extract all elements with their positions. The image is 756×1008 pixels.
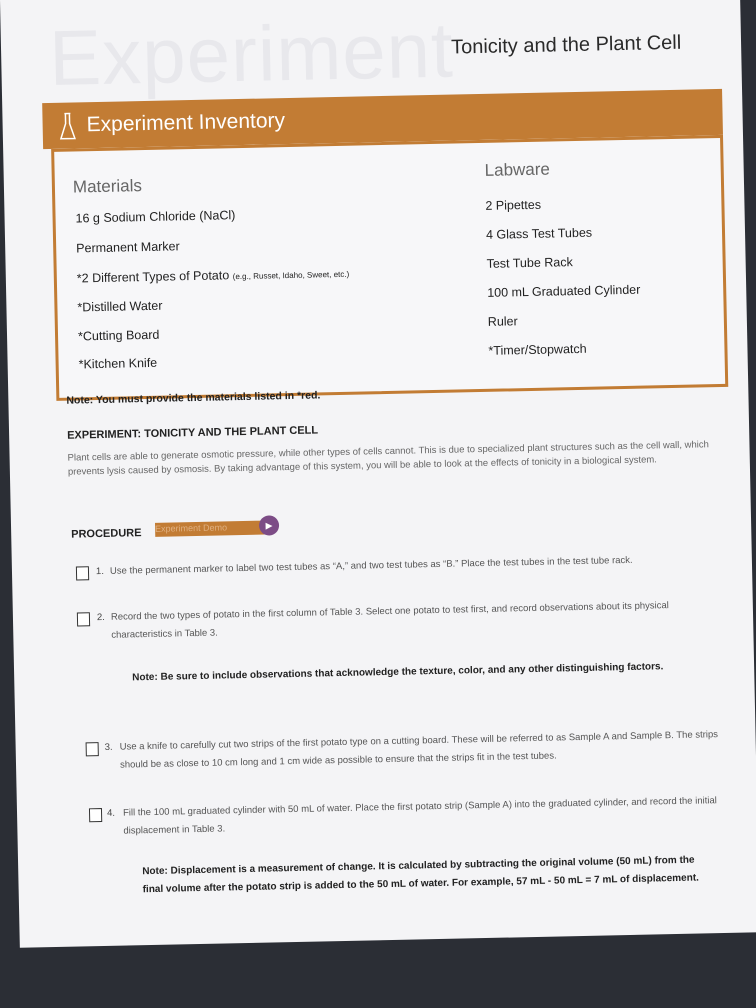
material-item: *Cutting Board — [77, 327, 160, 344]
checkbox[interactable] — [89, 808, 102, 822]
procedure-heading: PROCEDURE — [71, 527, 142, 541]
checkbox[interactable] — [86, 742, 99, 756]
step-text: Use the permanent marker to label two test tubes as “A,” and two test tubes as “B.” Place the test tubes in the test tube rack. — [109, 554, 633, 577]
step-text: Fill the 100 mL graduated cylinder with 50 mL of water. Place the first potato strip (Sample A) into the graduated cylinder, and record the initial displacement in Table 3. — [122, 795, 717, 837]
checkbox[interactable] — [76, 566, 89, 580]
experiment-demo-button[interactable] — [155, 521, 265, 537]
inventory-title: Experiment Inventory — [86, 109, 286, 137]
material-item: 16 g Sodium Chloride (NaCl) — [75, 208, 236, 226]
material-item — [77, 266, 350, 286]
note-observations: Note: Be sure to include observations that acknowledge the texture, color, and any other distinguishing factors. — [132, 661, 664, 684]
labware-item: 2 Pipettes — [485, 197, 542, 213]
document-title: Tonicity and the Plant Cell — [450, 31, 682, 59]
material-item: Permanent Marker — [76, 239, 180, 256]
step-text: Record the two types of potato in the first column of Table 3. Select one potato to test first, and record observations about its physical characteristics in Table 3. — [110, 600, 669, 641]
materials-title: Materials — [72, 176, 143, 197]
step-number: 2. — [96, 611, 106, 624]
labware-item: *Timer/Stopwatch — [488, 341, 587, 358]
inventory-note: Note: You must provide the materials listed in *red. — [66, 389, 321, 407]
material-item: *Distilled Water — [77, 298, 163, 315]
experiment-heading: EXPERIMENT: TONICITY AND THE PLANT CELL — [67, 424, 319, 442]
labware-item: Ruler — [487, 314, 518, 329]
material-label: *2 Different Types of Potato — [76, 268, 230, 286]
note-displacement: Note: Displacement is a measurement of change. It is calculated by subtracting the original volume (50 mL) from the final volume after the potato strip is added to the 50 mL of water. For example, 57 mL - 50 mL = 7 mL of displacement. — [142, 854, 700, 896]
labware-item: 100 mL Graduated Cylinder — [487, 282, 641, 300]
play-arrow-icon[interactable]: ▶ — [259, 515, 279, 535]
labware-item: Test Tube Rack — [486, 255, 573, 271]
demo-label: Experiment Demo — [155, 522, 228, 534]
material-item: *Kitchen Knife — [78, 355, 158, 372]
labware-title: Labware — [484, 159, 551, 180]
labware-item: 4 Glass Test Tubes — [485, 225, 593, 242]
step-text: Use a knife to carefully cut two strips of the first potato type on a cutting board. These will be referred to as Sample A and Sample B. The strips should be as close to 10 cm long and 1 cm wide as possible to ensure that the strips fit in the test tubes. — [119, 729, 719, 771]
step-number: 1. — [95, 565, 105, 578]
inventory-box — [51, 135, 728, 401]
experiment-paragraph: Plant cells are able to generate osmotic pressure, while other types of cells cannot. This is due to specialized plant structures such as the cell wall, which prevents lysis caused by osmosis. By taking advantage of this system, you will be able to look at the effects of tonicity in a biological system. — [67, 439, 709, 478]
step-number: 3. — [104, 741, 113, 753]
flask-icon — [58, 111, 77, 141]
background-word: Experiment — [48, 5, 455, 102]
checkbox[interactable] — [77, 612, 90, 626]
potato-example: (e.g., Russet, Idaho, Sweet, etc.) — [232, 269, 350, 282]
step-number: 4. — [106, 807, 116, 819]
